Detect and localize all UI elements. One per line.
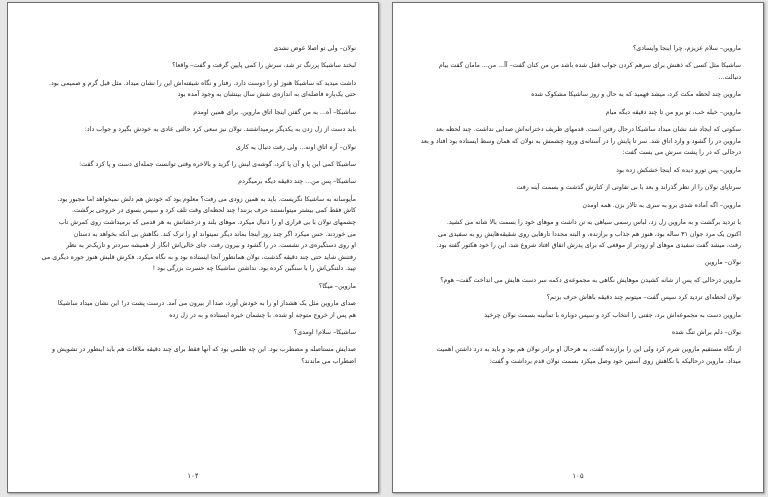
text-line: میداد. ماروین درحالیکه با نگاهش روی آستین خود وصل میکرد بسمت نولان قدم برداشت و گفت: xyxy=(489,358,741,366)
paragraph xyxy=(30,344,356,367)
text-line: دنبالت... xyxy=(718,73,741,81)
text-line: اکنون یک مرد جوان ۳۱ ساله بود، هنوز هم جذاب و برازنده، و البته مجددا تارهایی روی شقیقه‌هایش رو به سفیدی می xyxy=(437,230,741,238)
paragraph xyxy=(415,310,741,322)
text-line: نولان– دلم براش تنگ شده xyxy=(671,329,741,337)
text-line: سکوتی که ایجاد شد نشان میداد ساشیکا درحال رفتن است. قدمهای ظریف دخترانه‌اش صدایی نداشت. چند لحظه بعد xyxy=(435,126,741,134)
text-line: با تردید برگشت و به ماروین زل زد، لباس رسمی سیاهی به تن داشت و موهای خود را بسمت بالا شانه می کشید. xyxy=(446,218,741,226)
paragraph xyxy=(30,60,356,72)
paragraph xyxy=(30,298,356,321)
paragraph xyxy=(30,124,356,136)
text-line: ماروین دست به مجموعه‌اش برد، جفتی را انتخاب کرد و سپس دوباره با تمأنینه بسمت نولان چرخید xyxy=(484,311,741,319)
paragraph xyxy=(415,124,741,159)
text-line: حتی یک‌باره فاصله‌ای به اندازه‌ی شش سال بینشان به وجود آمده بود xyxy=(177,91,356,99)
paragraph xyxy=(30,327,356,339)
text-line: ساشیکا کمی این پا و آن پا کرد، گوشه‌ی لبش را گزید و بالاخره وقتی توانست جمله‌ای دست و پا کرد گفت: xyxy=(79,160,356,168)
text-line: ماروین– میگا؟ xyxy=(318,282,356,290)
paragraph xyxy=(415,200,741,212)
text-line: اضطراب می ماندند؟ xyxy=(301,358,356,366)
text-line: ساشیکا– پس من... چند دقیقه دیگه برمیگردم xyxy=(238,178,356,186)
paragraph xyxy=(415,89,741,101)
paragraph xyxy=(415,60,741,83)
paragraph xyxy=(415,217,741,252)
paragraph xyxy=(415,182,741,194)
text-line: هم پس از خروج متوجه او شده. با چشمان خیره ایستاده و به در زل زده xyxy=(169,311,356,319)
paragraph xyxy=(415,327,741,339)
paragraph xyxy=(415,344,741,367)
paragraph xyxy=(30,176,356,188)
text-line: نولان– ولی تو اصلا عوض نشدی xyxy=(273,45,356,52)
paragraph xyxy=(415,43,741,55)
text-line: رفتنش شاید حتی چند دقیقه گذشت، نولان همانطور آنجا ایستاده بود و به نگاه میکرد. فکرش قلبش هنوز جوره دیگری می xyxy=(41,253,356,261)
left-page-text xyxy=(30,43,356,373)
text-line: ماروین– سلام عزیزم، چرا اینجا وایسادی؟ xyxy=(632,45,741,52)
text-line: نولان– ماروین xyxy=(704,259,741,267)
text-line: درحالی که در را پشت سرش می بست گفت: xyxy=(622,149,741,157)
paragraph xyxy=(30,78,356,101)
paragraph xyxy=(415,275,741,287)
text-line: لبخند ساشیکا پررنگ تر شد، سرش را کمی پایین گرفت و گفت– واقعا؟ xyxy=(172,62,356,70)
left-page xyxy=(7,2,379,493)
text-line: می خوردند. حس میکرد اگر چند روز اینجا بماند دیگر نمیتواند او را ترک کند. نگاهش بی آنکه بخواهد به دستان xyxy=(73,230,356,238)
page-number: ۱۰۴ xyxy=(187,472,199,480)
text-line: نولان– آره اتاق اونه... ولی رفت دنبال یه کاری xyxy=(235,143,356,151)
text-line: از نگاه مستقیم ماروین شرم کرد ولی این را برازنده گفت، به هرحال او برادر نولان هم بود و باید به درد داشتن اهمیت xyxy=(436,346,741,354)
paragraph xyxy=(30,281,356,293)
paragraph xyxy=(415,292,741,304)
text-line: ماروین– خیله خب، تو برو من تا چند دقیقه دیگه میام xyxy=(605,108,741,116)
text-line: ماروین چند لحظه مکث کرد، میشد فهمید که به حال و روز ساشیکا مشکوک شده xyxy=(531,91,741,99)
text-line: ماروین– اگه آماده شدی برو به سری به تالار بزن. همه اومدن xyxy=(582,201,741,209)
text-line: ساشیکا مثل کسی که ذهنش برای سرهم کردن جواب قفل شده باشد من من کنان گفت– آآ... من... مامان گفت بیام xyxy=(438,62,741,70)
text-line: ماروین– پس تورو دیده که اینجا خشکش زده بود xyxy=(616,166,741,174)
paragraph xyxy=(30,142,356,154)
text-line: صدایش مستاصله و مضطرب بود. این چه ظلمی بود که آنها فقط برای چند دقیقه ملاقات هم باید اینطور در تشویش و xyxy=(52,346,356,354)
right-page xyxy=(392,2,764,493)
paragraph xyxy=(30,43,356,55)
text-line: چشمهای نولان با بی قراری او را دنبال میکرد. موهای بلند و درخشانش به هر قدمی که برمیداشت روی کمرش تاب xyxy=(58,218,356,226)
text-line: داشت میدید که ساشیکا هنوز او را دوست دارد. رفتار و نگاه شیفته‌اش این را نشان میداد. مثل قبل گرم و صمیمی بود. xyxy=(49,79,356,87)
text-line: رفت، میشد گفت سفیدی موهای او زودتر از موقعی که برای پدرش اتفاق افتاد شروع شد. این را خود هکتور گفته بود. xyxy=(436,242,741,250)
paragraph xyxy=(30,159,356,171)
text-line: کاش فقط کمی بیشتر میتوانستند حرف بزنند! چند لحظه‌ای وقت تلف کرد و سپس بسوی در خروجی برگشت. xyxy=(72,207,356,215)
paragraph xyxy=(30,194,356,275)
text-line: تپید. دلتنگی‌اش را با سنگین کرده بود. نداشتن ساشیکا چه حسرت بزرگی بود ! xyxy=(152,265,356,273)
text-line: ساشیکا– آه... به من گفتن اینجا اتاق ماروین. برای همین اومدم xyxy=(193,108,356,116)
text-line: ماروین درحالی که پس از شانه کشیدن موهایش نگاهی به مجموعه‌ی دکمه سر دست هایش می انداخت گفت– هوم؟ xyxy=(440,276,741,284)
paragraph xyxy=(415,107,741,119)
text-line: او روی دستگیره‌ی در نشست. در را گشود و بیرون رفت. جای خالی‌اش انگار از همیشه سردتر و تاریک‌تر به نظر xyxy=(66,242,356,250)
text-line: سرتاپای نولان را از نظر گذراند و بعد با بی تفاوتی از کنارش گذشت و بسمت آینه رفت xyxy=(516,184,741,192)
paragraph xyxy=(30,107,356,119)
paragraph xyxy=(415,165,741,177)
page-number: ۱۰۵ xyxy=(572,472,584,480)
paragraph xyxy=(415,257,741,269)
text-line: صدای ماروین مثل یک هشدار او را به خودش آورد، صدا از بیرون می آمد. درست پشت در! این نشان میداد ساشیکا xyxy=(57,300,356,308)
right-page-text xyxy=(415,43,741,373)
text-line: مأیوسانه به ساشیکا نگریست. باید به همین زودی می رفت؟ معلوم بود که خودش هم دلش نمیخواهد اما مجبور بود. xyxy=(57,195,356,203)
text-line: ماروین در را گشود و وارد اتاق شد. سر تا پایش را در آستانه‌ی ورود چشمش به نولان که همان وسط ایستاده بود افتاد و بعد xyxy=(420,137,741,145)
text-line: باید دست از زل زدن به یکدیگر برمیداشتند. نولان نیز سعی کرد حالتی عادی به خودش بگیرد و جواب داد: xyxy=(84,126,356,134)
text-line: ساشیکا– سلام! اومدی؟ xyxy=(293,329,356,337)
text-line: نولان لحظه‌ای تردید کرد سپس گفت– میتونم چند دقیقه باهاش حرف بزنم؟ xyxy=(546,294,741,302)
